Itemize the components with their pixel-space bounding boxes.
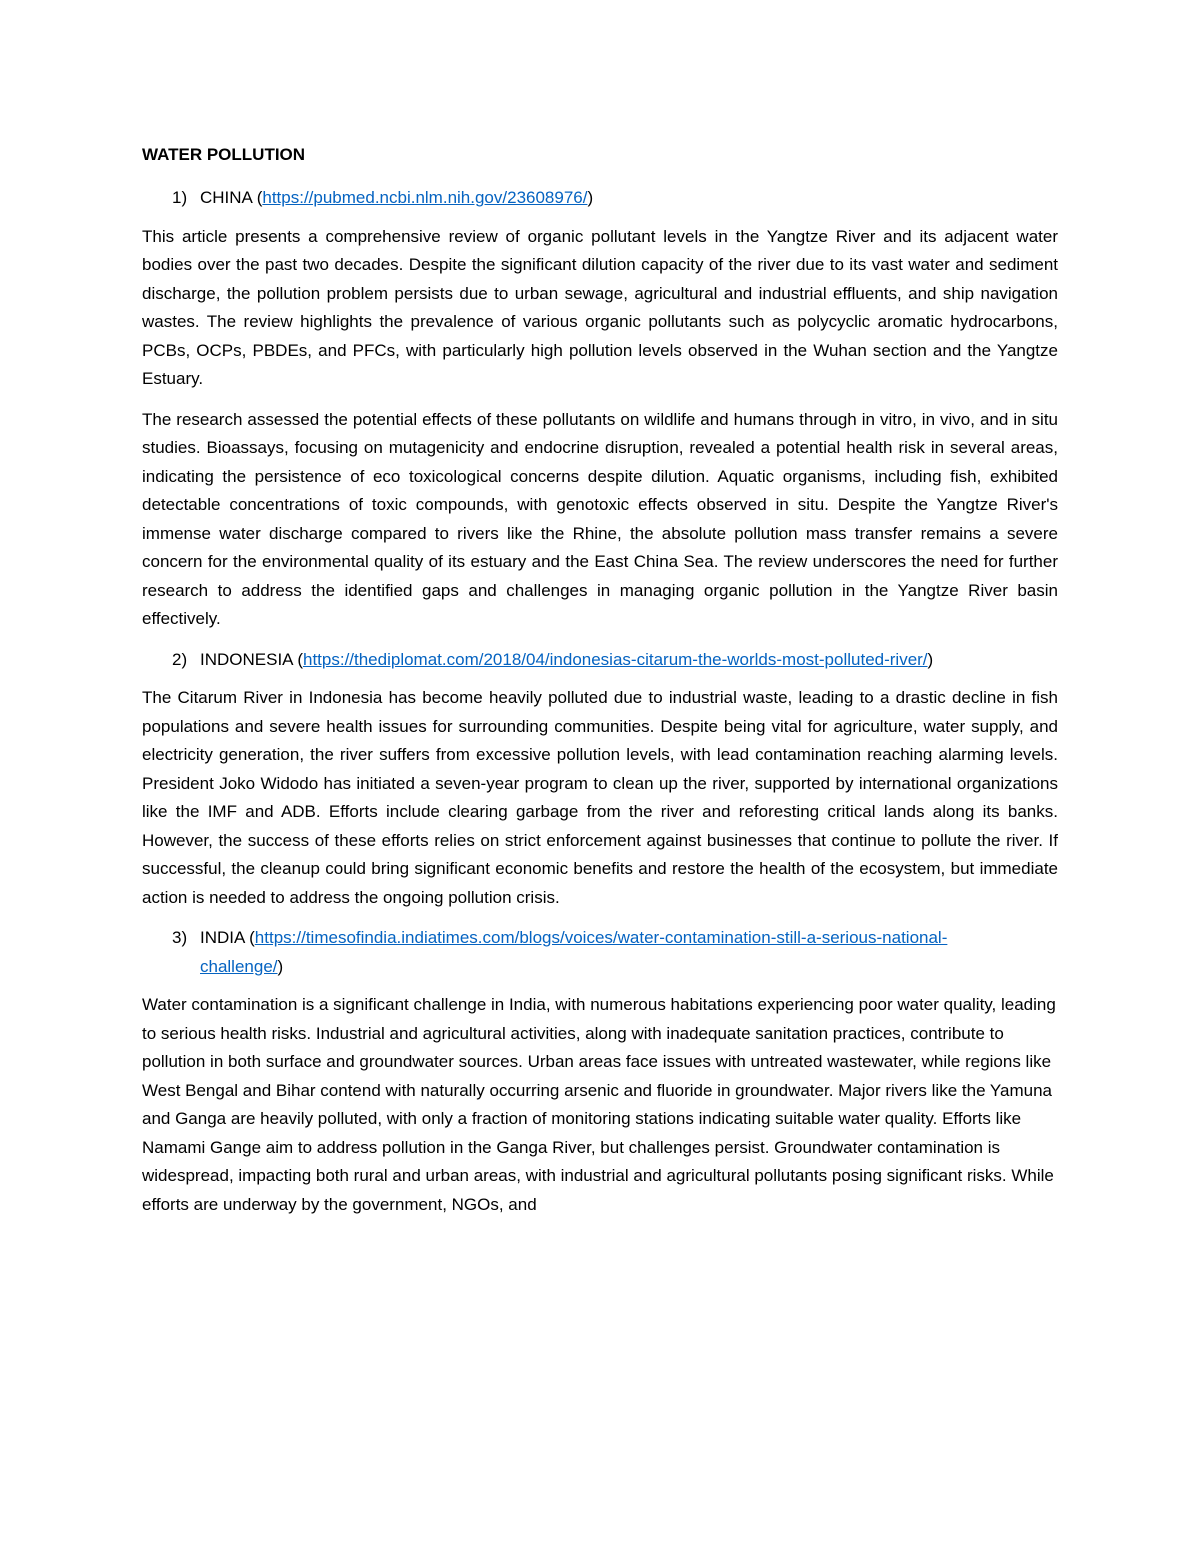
paren-close: ) xyxy=(587,188,594,207)
section-heading-china xyxy=(142,184,1058,213)
section-heading-india xyxy=(142,924,1058,981)
paren-close: ) xyxy=(927,649,934,669)
paren-open: ( xyxy=(251,188,263,207)
section-heading-indonesia xyxy=(142,646,1058,675)
summary-paragraph: The research assessed the potential effects of these pollutants on wildlife and humans through in vitro, in vivo, and in situ studies. Bioassays, focusing on mutagenicity and endocrine disruption, revealed a potential health risk in several areas, indicating the persistence of eco toxicological concerns despite dilution. Aquatic organisms, including fish, exhibited detectable concentrations of toxic compounds, with genotoxic effects observed in situ. Despite the Yangtze River's immense water discharge compared to rivers like the Rhine, the absolute pollution mass transfer remains a severe concern for the environmental quality of its estuary and the East China Sea. The review underscores the need for further research to address the identified gaps and challenges in managing organic pollution in the Yangtze River basin effectively. xyxy=(142,409,1058,628)
section-title xyxy=(200,924,1030,981)
document-title: WATER POLLUTION xyxy=(142,145,306,164)
document-page xyxy=(142,140,1058,1231)
summary-paragraph: The Citarum River in Indonesia has become heavily polluted due to industrial waste, leading to a drastic decline in fish populations and severe health issues for surrounding communities. Despite being vital for agriculture, water supply, and electricity generation, the river suffers from excessive pollution levels, with lead contamination reaching alarming levels. President Joko Widodo has initiated a seven-year program to clean up the river, supported by international organizations like the IMF and ADB. Efforts include clearing garbage from the river and reforesting critical lands along its banks. However, the success of these efforts relies on strict enforcement against businesses that continue to pollute the river. If successful, the cleanup could bring significant economic benefits and restore the health of the ecosystem, but immediate action is needed to address the ongoing pollution crisis. xyxy=(142,688,1058,907)
country-name: INDIA xyxy=(200,928,245,947)
paren-open: ( xyxy=(244,928,255,947)
section-title xyxy=(200,646,1030,675)
section-number: 3) xyxy=(172,928,188,947)
source-link-india[interactable]: https://timesofindia.indiatimes.com/blogs/voices/water-contamination-still-a-serious-national-challenge/ xyxy=(200,928,948,976)
section-number: 2) xyxy=(172,649,188,669)
paren-open: ( xyxy=(292,649,303,669)
country-name: INDONESIA xyxy=(200,649,293,669)
source-link-indonesia[interactable]: https://thediplomat.com/2018/04/indonesias-citarum-the-worlds-most-polluted-river/ xyxy=(302,649,928,669)
summary-paragraph: Water contamination is a significant challenge in India, with numerous habitations experiencing poor water quality, leading to serious health risks. Industrial and agricultural activities, along with inadequate sanitation practices, contribute to pollution in both surface and groundwater sources. Urban areas face issues with untreated wastewater, while regions like West Bengal and Bihar contend with naturally occurring arsenic and fluoride in groundwater. Major rivers like the Yamuna and Ganga are heavily polluted, with only a fraction of monitoring stations indicating suitable water quality. Efforts like Namami Gange aim to address pollution in the Ganga River, but challenges persist. Groundwater contamination is widespread, impacting both rural and urban areas, with industrial and agricultural pollutants posing significant risks. While efforts are underway by the government, NGOs, and xyxy=(142,995,1056,1214)
section-title xyxy=(200,184,1030,213)
paren-close: ) xyxy=(277,956,284,976)
section-number: 1) xyxy=(172,188,188,207)
country-name: CHINA xyxy=(200,188,252,207)
summary-paragraph: This article presents a comprehensive review of organic pollutant levels in the Yangtze River and its adjacent water bodies over the past two decades. Despite the significant dilution capacity of the river due to its vast water and sediment discharge, the pollution problem persists due to urban sewage, agricultural and industrial effluents, and ship navigation wastes. The review highlights the prevalence of various organic pollutants such as polycyclic aromatic hydrocarbons, PCBs, OCPs, PBDEs, and PFCs, with particularly high pollution levels observed in the Wuhan section and the Yangtze Estuary. xyxy=(142,226,1058,388)
source-link-china[interactable]: https://pubmed.ncbi.nlm.nih.gov/23608976/ xyxy=(262,188,588,207)
